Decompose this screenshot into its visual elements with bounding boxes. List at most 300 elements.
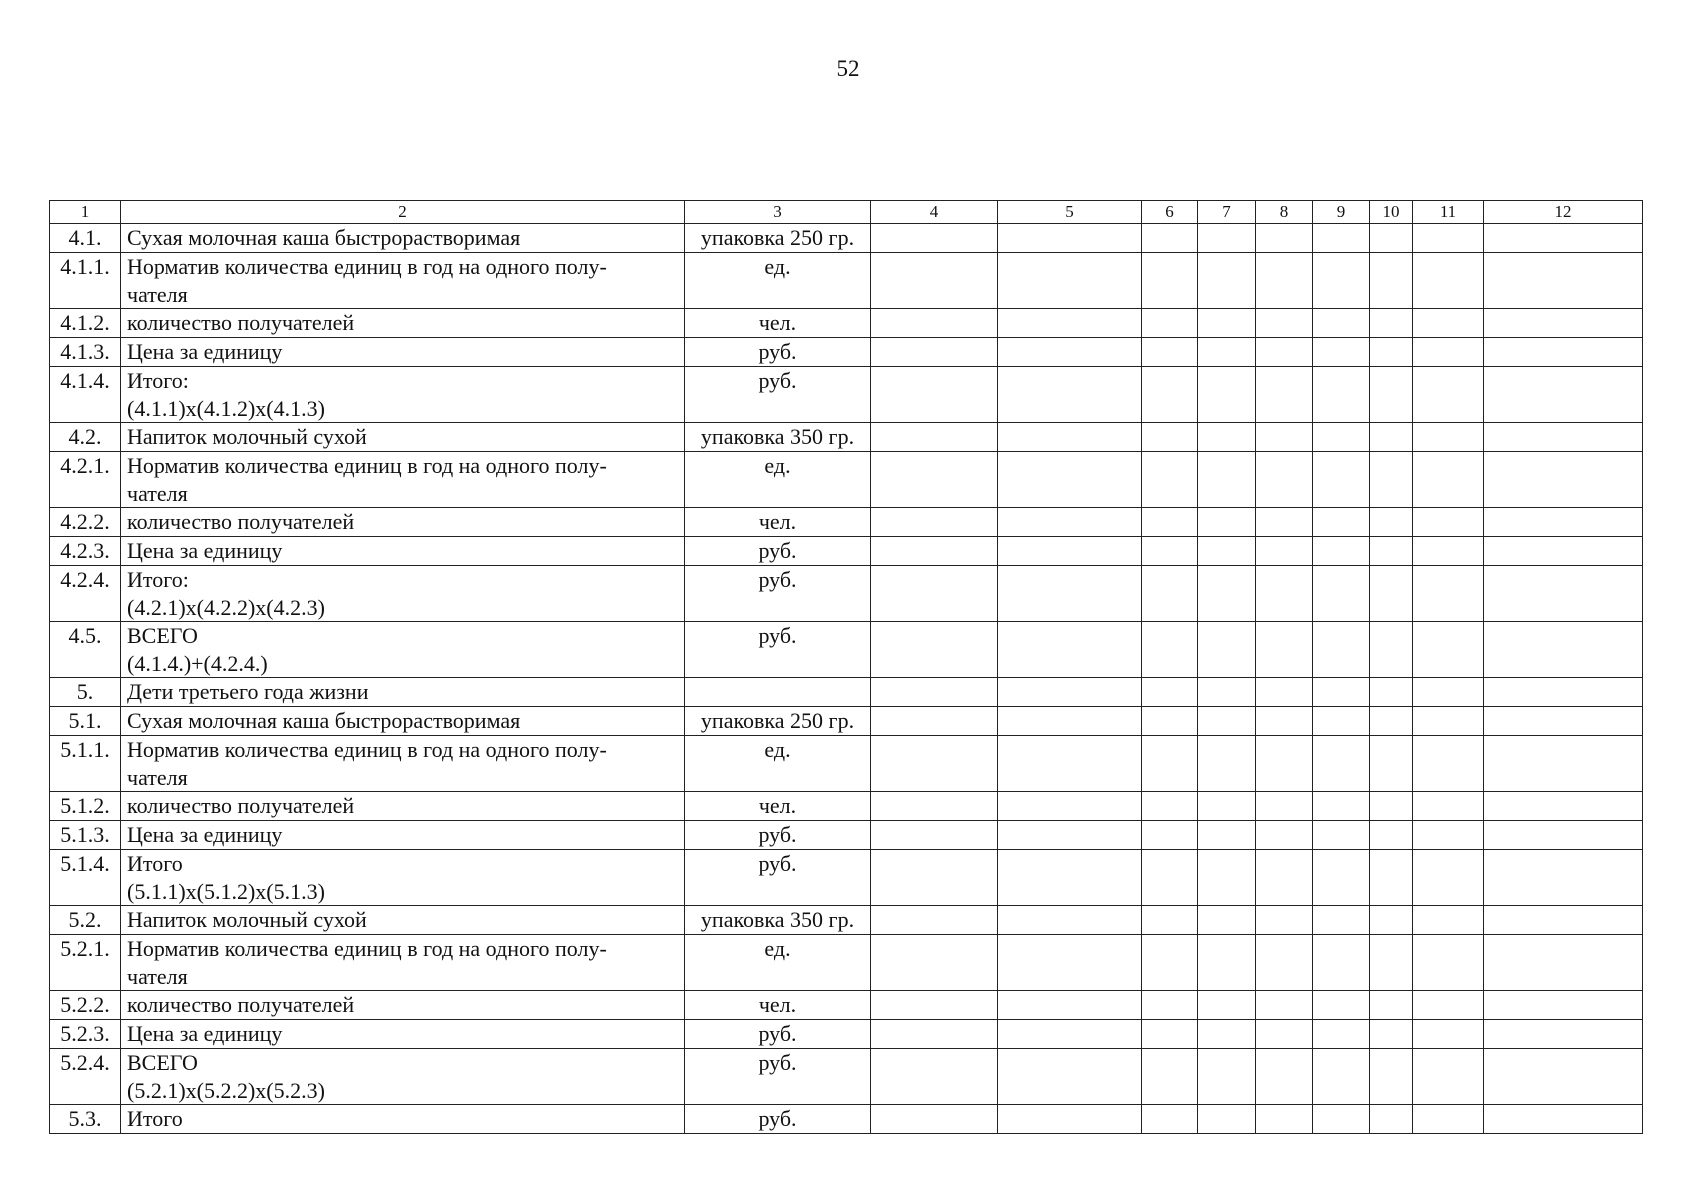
table-row — [50, 935, 1643, 991]
empty-cell-col-8 — [1256, 1105, 1313, 1134]
row-unit: чел. — [685, 991, 871, 1020]
table-row — [50, 1105, 1643, 1134]
empty-cell-col-6 — [1142, 1049, 1198, 1105]
empty-cell-col-11 — [1413, 792, 1484, 821]
empty-cell-col-5 — [998, 309, 1142, 338]
row-description — [121, 537, 685, 566]
row-description — [121, 678, 685, 707]
empty-cell-col-4 — [871, 1020, 998, 1049]
table-row — [50, 423, 1643, 452]
empty-cell-col-9 — [1313, 935, 1370, 991]
empty-cell-col-6 — [1142, 253, 1198, 309]
empty-cell-col-11 — [1413, 678, 1484, 707]
row-number: 5.1.3. — [50, 821, 121, 850]
empty-cell-col-12 — [1484, 423, 1643, 452]
empty-cell-col-5 — [998, 1049, 1142, 1105]
empty-cell-col-11 — [1413, 991, 1484, 1020]
row-description — [121, 1105, 685, 1134]
description-line: (4.1.4.)+(4.2.4.) — [127, 650, 268, 676]
empty-cell-col-10 — [1370, 537, 1413, 566]
row-number: 5.2.3. — [50, 1020, 121, 1049]
empty-cell-col-11 — [1413, 850, 1484, 906]
empty-cell-col-9 — [1313, 537, 1370, 566]
row-unit: руб. — [685, 622, 871, 678]
empty-cell-col-7 — [1198, 1049, 1256, 1105]
empty-cell-col-8 — [1256, 537, 1313, 566]
empty-cell-col-10 — [1370, 850, 1413, 906]
description-line: чателя — [127, 963, 188, 989]
column-header: 9 — [1313, 201, 1370, 224]
empty-cell-col-9 — [1313, 224, 1370, 253]
empty-cell-col-8 — [1256, 253, 1313, 309]
empty-cell-col-8 — [1256, 309, 1313, 338]
table-row — [50, 452, 1643, 508]
description-line: (5.2.1)х(5.2.2)х(5.2.3) — [127, 1077, 325, 1103]
empty-cell-col-12 — [1484, 452, 1643, 508]
empty-cell-col-12 — [1484, 309, 1643, 338]
description-line: Итого: — [127, 368, 189, 393]
row-unit — [685, 678, 871, 707]
description-line: количество получателей — [127, 509, 355, 534]
empty-cell-col-7 — [1198, 537, 1256, 566]
empty-cell-col-7 — [1198, 1105, 1256, 1134]
table-row — [50, 678, 1643, 707]
empty-cell-col-6 — [1142, 508, 1198, 537]
empty-cell-col-5 — [998, 338, 1142, 367]
empty-cell-col-6 — [1142, 537, 1198, 566]
empty-cell-col-11 — [1413, 736, 1484, 792]
row-number: 4.2.2. — [50, 508, 121, 537]
empty-cell-col-8 — [1256, 1020, 1313, 1049]
empty-cell-col-10 — [1370, 991, 1413, 1020]
empty-cell-col-4 — [871, 991, 998, 1020]
row-description — [121, 224, 685, 253]
row-unit: ед. — [685, 452, 871, 508]
empty-cell-col-4 — [871, 452, 998, 508]
empty-cell-col-6 — [1142, 821, 1198, 850]
description-line: Цена за единицу — [127, 339, 283, 364]
empty-cell-col-7 — [1198, 566, 1256, 622]
empty-cell-col-5 — [998, 566, 1142, 622]
empty-cell-col-8 — [1256, 452, 1313, 508]
row-number: 4.5. — [50, 622, 121, 678]
row-number: 4.1.1. — [50, 253, 121, 309]
empty-cell-col-5 — [998, 935, 1142, 991]
table-row — [50, 253, 1643, 309]
table-row — [50, 367, 1643, 423]
description-line: Напиток молочный сухой — [127, 907, 367, 932]
column-header: 6 — [1142, 201, 1198, 224]
empty-cell-col-4 — [871, 338, 998, 367]
description-line: Цена за единицу — [127, 538, 283, 563]
empty-cell-col-4 — [871, 935, 998, 991]
table-row — [50, 850, 1643, 906]
empty-cell-col-4 — [871, 1049, 998, 1105]
empty-cell-col-5 — [998, 537, 1142, 566]
row-description — [121, 309, 685, 338]
empty-cell-col-6 — [1142, 850, 1198, 906]
empty-cell-col-7 — [1198, 508, 1256, 537]
empty-cell-col-7 — [1198, 309, 1256, 338]
empty-cell-col-7 — [1198, 736, 1256, 792]
empty-cell-col-6 — [1142, 622, 1198, 678]
empty-cell-col-12 — [1484, 253, 1643, 309]
empty-cell-col-5 — [998, 367, 1142, 423]
empty-cell-col-4 — [871, 736, 998, 792]
empty-cell-col-4 — [871, 821, 998, 850]
empty-cell-col-7 — [1198, 678, 1256, 707]
row-number: 5.1.2. — [50, 792, 121, 821]
row-unit: руб. — [685, 821, 871, 850]
empty-cell-col-9 — [1313, 423, 1370, 452]
empty-cell-col-12 — [1484, 906, 1643, 935]
empty-cell-col-7 — [1198, 821, 1256, 850]
empty-cell-col-12 — [1484, 821, 1643, 850]
row-unit: руб. — [685, 1105, 871, 1134]
row-description — [121, 566, 685, 622]
empty-cell-col-12 — [1484, 1020, 1643, 1049]
empty-cell-col-8 — [1256, 935, 1313, 991]
empty-cell-col-4 — [871, 566, 998, 622]
table-row — [50, 537, 1643, 566]
empty-cell-col-7 — [1198, 850, 1256, 906]
description-line: Норматив количества единиц в год на одного полу- — [127, 453, 607, 478]
description-line: Норматив количества единиц в год на одного полу- — [127, 737, 607, 762]
empty-cell-col-5 — [998, 736, 1142, 792]
empty-cell-col-5 — [998, 991, 1142, 1020]
empty-cell-col-10 — [1370, 338, 1413, 367]
column-header: 11 — [1413, 201, 1484, 224]
empty-cell-col-10 — [1370, 309, 1413, 338]
description-line: чателя — [127, 480, 188, 506]
row-description — [121, 707, 685, 736]
empty-cell-col-9 — [1313, 736, 1370, 792]
budget-table — [49, 200, 1643, 1134]
table-row — [50, 309, 1643, 338]
empty-cell-col-6 — [1142, 423, 1198, 452]
empty-cell-col-5 — [998, 1020, 1142, 1049]
row-number: 5.2.1. — [50, 935, 121, 991]
empty-cell-col-10 — [1370, 508, 1413, 537]
description-line: чателя — [127, 281, 188, 307]
empty-cell-col-12 — [1484, 224, 1643, 253]
row-number: 4.1.3. — [50, 338, 121, 367]
empty-cell-col-12 — [1484, 678, 1643, 707]
empty-cell-col-6 — [1142, 224, 1198, 253]
empty-cell-col-12 — [1484, 367, 1643, 423]
empty-cell-col-11 — [1413, 253, 1484, 309]
empty-cell-col-8 — [1256, 707, 1313, 736]
row-number: 4.1.2. — [50, 309, 121, 338]
empty-cell-col-10 — [1370, 253, 1413, 309]
row-description — [121, 1049, 685, 1105]
empty-cell-col-9 — [1313, 821, 1370, 850]
column-header: 1 — [50, 201, 121, 224]
row-description — [121, 508, 685, 537]
row-description — [121, 821, 685, 850]
empty-cell-col-11 — [1413, 508, 1484, 537]
row-number: 4.2.4. — [50, 566, 121, 622]
empty-cell-col-8 — [1256, 508, 1313, 537]
description-line: (5.1.1)х(5.1.2)х(5.1.3) — [127, 878, 325, 904]
empty-cell-col-6 — [1142, 452, 1198, 508]
description-line: Сухая молочная каша быстрорастворимая — [127, 225, 521, 250]
empty-cell-col-11 — [1413, 1105, 1484, 1134]
empty-cell-col-9 — [1313, 253, 1370, 309]
empty-cell-col-7 — [1198, 224, 1256, 253]
row-unit: руб. — [685, 537, 871, 566]
empty-cell-col-6 — [1142, 309, 1198, 338]
table-row — [50, 707, 1643, 736]
description-line: (4.2.1)х(4.2.2)х(4.2.3) — [127, 594, 325, 620]
empty-cell-col-9 — [1313, 622, 1370, 678]
row-number: 5.1.1. — [50, 736, 121, 792]
description-line: количество получателей — [127, 793, 355, 818]
column-header: 4 — [871, 201, 998, 224]
row-description — [121, 253, 685, 309]
description-line: чателя — [127, 764, 188, 790]
empty-cell-col-5 — [998, 678, 1142, 707]
empty-cell-col-12 — [1484, 537, 1643, 566]
empty-cell-col-7 — [1198, 792, 1256, 821]
description-line: Итого — [127, 1106, 183, 1131]
empty-cell-col-10 — [1370, 935, 1413, 991]
empty-cell-col-4 — [871, 537, 998, 566]
row-unit: ед. — [685, 736, 871, 792]
description-line: количество получателей — [127, 310, 355, 335]
empty-cell-col-6 — [1142, 906, 1198, 935]
row-number: 5.2.2. — [50, 991, 121, 1020]
table-row — [50, 622, 1643, 678]
empty-cell-col-5 — [998, 906, 1142, 935]
empty-cell-col-7 — [1198, 338, 1256, 367]
empty-cell-col-8 — [1256, 736, 1313, 792]
table-row — [50, 736, 1643, 792]
empty-cell-col-8 — [1256, 906, 1313, 935]
empty-cell-col-10 — [1370, 906, 1413, 935]
empty-cell-col-5 — [998, 452, 1142, 508]
row-description — [121, 622, 685, 678]
row-unit: руб. — [685, 566, 871, 622]
row-unit: чел. — [685, 792, 871, 821]
description-line: Норматив количества единиц в год на одного полу- — [127, 936, 607, 961]
empty-cell-col-9 — [1313, 367, 1370, 423]
table-row — [50, 338, 1643, 367]
empty-cell-col-7 — [1198, 991, 1256, 1020]
empty-cell-col-7 — [1198, 1020, 1256, 1049]
table-row — [50, 1049, 1643, 1105]
row-description — [121, 850, 685, 906]
empty-cell-col-9 — [1313, 850, 1370, 906]
description-line: Напиток молочный сухой — [127, 424, 367, 449]
empty-cell-col-7 — [1198, 906, 1256, 935]
empty-cell-col-4 — [871, 622, 998, 678]
empty-cell-col-8 — [1256, 991, 1313, 1020]
table-row — [50, 508, 1643, 537]
column-header: 12 — [1484, 201, 1643, 224]
row-description — [121, 367, 685, 423]
empty-cell-col-12 — [1484, 338, 1643, 367]
row-description — [121, 792, 685, 821]
row-description — [121, 906, 685, 935]
row-number: 5.2.4. — [50, 1049, 121, 1105]
empty-cell-col-11 — [1413, 566, 1484, 622]
empty-cell-col-12 — [1484, 991, 1643, 1020]
empty-cell-col-5 — [998, 792, 1142, 821]
empty-cell-col-9 — [1313, 678, 1370, 707]
empty-cell-col-12 — [1484, 792, 1643, 821]
empty-cell-col-12 — [1484, 935, 1643, 991]
table-row — [50, 224, 1643, 253]
empty-cell-col-11 — [1413, 224, 1484, 253]
empty-cell-col-7 — [1198, 367, 1256, 423]
description-line: Норматив количества единиц в год на одного полу- — [127, 254, 607, 279]
row-number: 4.2.1. — [50, 452, 121, 508]
empty-cell-col-12 — [1484, 707, 1643, 736]
empty-cell-col-12 — [1484, 1049, 1643, 1105]
empty-cell-col-4 — [871, 707, 998, 736]
empty-cell-col-4 — [871, 850, 998, 906]
empty-cell-col-7 — [1198, 707, 1256, 736]
row-unit: руб. — [685, 1020, 871, 1049]
empty-cell-col-11 — [1413, 367, 1484, 423]
row-number: 5.1.4. — [50, 850, 121, 906]
empty-cell-col-6 — [1142, 678, 1198, 707]
empty-cell-col-6 — [1142, 736, 1198, 792]
table-row — [50, 991, 1643, 1020]
row-unit: ед. — [685, 935, 871, 991]
column-header: 8 — [1256, 201, 1313, 224]
empty-cell-col-6 — [1142, 1020, 1198, 1049]
table-row — [50, 906, 1643, 935]
empty-cell-col-7 — [1198, 622, 1256, 678]
empty-cell-col-10 — [1370, 821, 1413, 850]
row-number: 5.1. — [50, 707, 121, 736]
empty-cell-col-8 — [1256, 678, 1313, 707]
column-header: 3 — [685, 201, 871, 224]
empty-cell-col-10 — [1370, 622, 1413, 678]
empty-cell-col-4 — [871, 253, 998, 309]
empty-cell-col-8 — [1256, 622, 1313, 678]
empty-cell-col-8 — [1256, 566, 1313, 622]
empty-cell-col-8 — [1256, 224, 1313, 253]
row-description — [121, 736, 685, 792]
empty-cell-col-6 — [1142, 367, 1198, 423]
row-unit: ед. — [685, 253, 871, 309]
empty-cell-col-10 — [1370, 792, 1413, 821]
row-description — [121, 452, 685, 508]
empty-cell-col-7 — [1198, 423, 1256, 452]
column-header-row — [50, 201, 1643, 224]
table-row — [50, 792, 1643, 821]
row-number: 5. — [50, 678, 121, 707]
empty-cell-col-4 — [871, 906, 998, 935]
empty-cell-col-5 — [998, 508, 1142, 537]
table-row — [50, 821, 1643, 850]
empty-cell-col-11 — [1413, 423, 1484, 452]
empty-cell-col-11 — [1413, 309, 1484, 338]
empty-cell-col-10 — [1370, 423, 1413, 452]
description-line: Цена за единицу — [127, 1021, 283, 1046]
empty-cell-col-12 — [1484, 566, 1643, 622]
row-number: 5.3. — [50, 1105, 121, 1134]
column-header: 5 — [998, 201, 1142, 224]
empty-cell-col-10 — [1370, 566, 1413, 622]
empty-cell-col-10 — [1370, 1049, 1413, 1105]
empty-cell-col-12 — [1484, 1105, 1643, 1134]
empty-cell-col-10 — [1370, 452, 1413, 508]
empty-cell-col-9 — [1313, 452, 1370, 508]
empty-cell-col-4 — [871, 1105, 998, 1134]
row-description — [121, 935, 685, 991]
empty-cell-col-9 — [1313, 338, 1370, 367]
table-body — [50, 224, 1643, 1134]
empty-cell-col-6 — [1142, 792, 1198, 821]
empty-cell-col-9 — [1313, 707, 1370, 736]
column-header: 10 — [1370, 201, 1413, 224]
table-row — [50, 566, 1643, 622]
description-line: количество получателей — [127, 992, 355, 1017]
row-number: 4.2.3. — [50, 537, 121, 566]
row-description — [121, 423, 685, 452]
empty-cell-col-12 — [1484, 850, 1643, 906]
description-line: Дети третьего года жизни — [127, 679, 369, 704]
empty-cell-col-9 — [1313, 792, 1370, 821]
row-description — [121, 1020, 685, 1049]
empty-cell-col-11 — [1413, 906, 1484, 935]
row-unit: руб. — [685, 338, 871, 367]
column-header: 2 — [121, 201, 685, 224]
empty-cell-col-9 — [1313, 991, 1370, 1020]
empty-cell-col-10 — [1370, 224, 1413, 253]
description-line: Итого — [127, 851, 183, 876]
empty-cell-col-12 — [1484, 508, 1643, 537]
empty-cell-col-4 — [871, 508, 998, 537]
empty-cell-col-5 — [998, 1105, 1142, 1134]
description-line: ВСЕГО — [127, 1050, 198, 1075]
empty-cell-col-11 — [1413, 452, 1484, 508]
row-unit: руб. — [685, 850, 871, 906]
row-number: 5.2. — [50, 906, 121, 935]
empty-cell-col-5 — [998, 224, 1142, 253]
empty-cell-col-6 — [1142, 991, 1198, 1020]
empty-cell-col-11 — [1413, 935, 1484, 991]
empty-cell-col-9 — [1313, 309, 1370, 338]
empty-cell-col-9 — [1313, 1049, 1370, 1105]
empty-cell-col-5 — [998, 253, 1142, 309]
row-unit: чел. — [685, 508, 871, 537]
empty-cell-col-4 — [871, 367, 998, 423]
row-unit: руб. — [685, 367, 871, 423]
empty-cell-col-10 — [1370, 678, 1413, 707]
empty-cell-col-11 — [1413, 821, 1484, 850]
empty-cell-col-11 — [1413, 537, 1484, 566]
empty-cell-col-10 — [1370, 1105, 1413, 1134]
empty-cell-col-9 — [1313, 508, 1370, 537]
empty-cell-col-11 — [1413, 622, 1484, 678]
empty-cell-col-5 — [998, 850, 1142, 906]
empty-cell-col-6 — [1142, 935, 1198, 991]
row-description — [121, 991, 685, 1020]
row-description — [121, 338, 685, 367]
empty-cell-col-9 — [1313, 906, 1370, 935]
description-line: Сухая молочная каша быстрорастворимая — [127, 708, 521, 733]
row-number: 4.1. — [50, 224, 121, 253]
empty-cell-col-9 — [1313, 1105, 1370, 1134]
description-line: Цена за единицу — [127, 822, 283, 847]
empty-cell-col-6 — [1142, 1105, 1198, 1134]
empty-cell-col-6 — [1142, 338, 1198, 367]
